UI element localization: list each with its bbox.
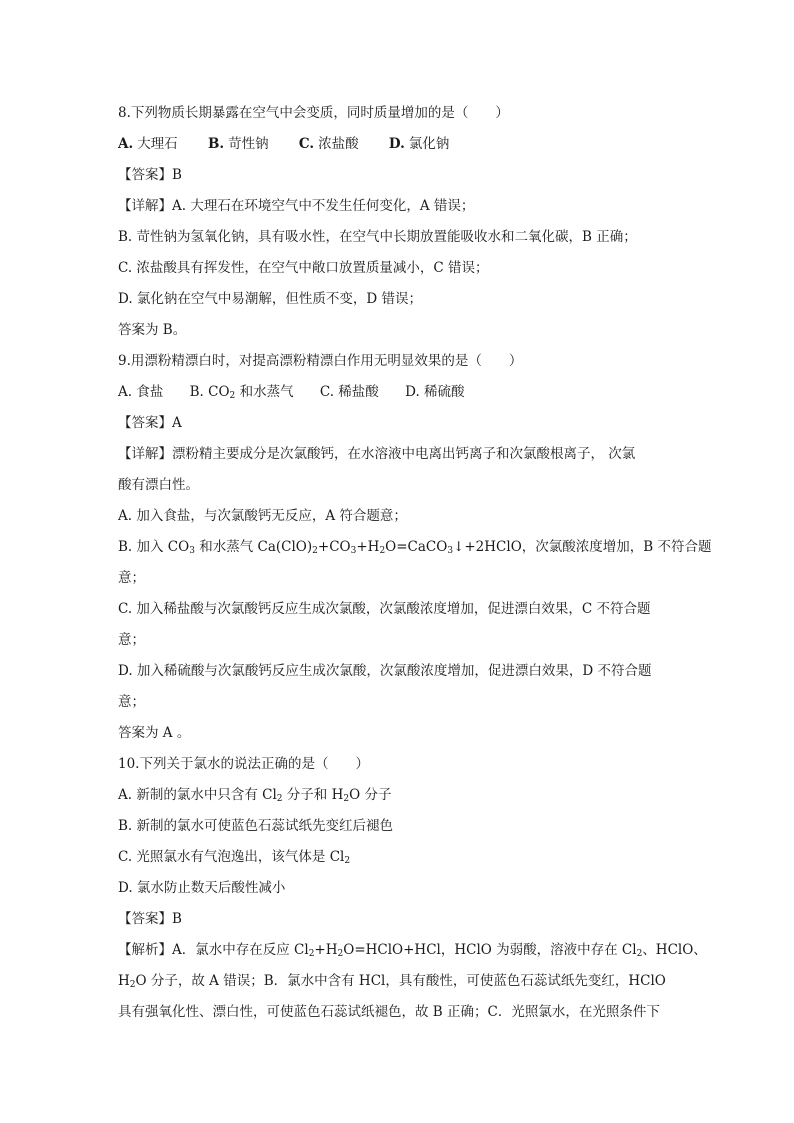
question-9-detail-c-cont: 意； (118, 632, 145, 648)
question-10-stem: 10.下列关于氯水的说法正确的是（ ） (118, 756, 369, 772)
document-page (118, 98, 712, 1028)
question-10-analysis-2: $H_2O$ 分子，故 A 错误；B．氯水中含有 HCl，具有酸性，可使蓝色石蕊试纸先变红，HClO (118, 973, 666, 990)
q8-option-a: A. 大理石 (118, 136, 178, 152)
question-9-detail-c: C. 加入稀盐酸与次氯酸钙反应生成次氯酸，次氯酸浓度增加，促进漂白效果，C 不符合题 (118, 601, 651, 617)
question-9-detail-a: A. 加入食盐，与次氯酸钙无反应，A 符合题意； (118, 508, 407, 524)
question-8-detail-2: B. 苛性钠为氢氧化钠，具有吸水性，在空气中长期放置能吸收水和二氧化碳，B 正确； (118, 229, 637, 245)
q9-option-b: B. $CO_2$ 和水蒸气 (189, 384, 294, 401)
question-10-analysis-3: 具有强氧化性、漂白性，可使蓝色石蕊试纸褪色，故 B 正确；C．光照氯水，在光照条件下 (118, 1004, 660, 1020)
question-10-answer: 【答案】B (118, 911, 182, 927)
question-9-detail-d-cont: 意； (118, 694, 145, 710)
question-8-stem: 8.下列物质长期暴露在空气中会变质，同时质量增加的是（ ） (118, 105, 509, 121)
question-9-stem: 9.用漂粉精漂白时，对提高漂粉精漂白作用无明显效果的是（ ） (118, 353, 523, 369)
q10-option-d: D. 氯水防止数天后酸性减小 (118, 880, 286, 896)
q10-option-b: B. 新制的氯水可使蓝色石蕊试纸先变红后褪色 (118, 818, 394, 834)
question-9-options (118, 377, 688, 408)
question-9-detail-b: B. 加入 $CO_3$ 和水蒸气 $Ca(ClO)_2+CO_3+H_2O=CaCO_3↓+2HClO$，次氯酸浓度增加，B 不符合题 (118, 539, 712, 556)
q9-option-d: D. 稀硫酸 (405, 384, 465, 400)
question-8-detail-4: D. 氯化钠在空气中易潮解，但性质不变，D 错误； (118, 291, 423, 307)
question-9-conclusion: 答案为 A 。 (118, 725, 191, 741)
q10-option-c: C. 光照氯水有气泡逸出，该气体是 $Cl_2$ (118, 849, 351, 866)
q9-option-c: C. 稀盐酸 (319, 384, 379, 400)
question-9-detail-b-cont: 意； (118, 570, 145, 586)
question-8-conclusion: 答案为 B。 (118, 322, 187, 338)
question-8-options (118, 129, 688, 160)
q8-option-c: C. 浓盐酸 (298, 136, 359, 152)
question-9-answer: 【答案】A (118, 415, 182, 431)
q9-option-a: A. 食盐 (118, 384, 164, 400)
q10-option-a: A. 新制的氯水中只含有 $Cl_2$ 分子和 $H_2O$ 分子 (118, 787, 392, 804)
question-8-detail-3: C. 浓盐酸具有挥发性，在空气中敞口放置质量减小，C 错误； (118, 260, 489, 276)
question-9-detail-d: D. 加入稀硫酸与次氯酸钙反应生成次氯酸，次氯酸浓度增加，促进漂白效果，D 不符合题 (118, 663, 652, 679)
q8-option-d: D. 氯化钠 (388, 136, 450, 152)
question-8-answer: 【答案】B (118, 167, 182, 183)
question-10-analysis-1: 【解析】A．氯水中存在反应 $Cl_2+H_2O=HClO+HCl$，HClO 为弱酸，溶液中存在 $Cl_2$、HClO、 (118, 942, 707, 959)
question-9-detail-1: 【详解】漂粉精主要成分是次氯酸钙，在水溶液中电离出钙离子和次氯酸根离子， 次氯 (118, 446, 636, 462)
q8-option-b: B. 苛性钠 (207, 136, 269, 152)
question-8-detail-1: 【详解】A. 大理石在环境空气中不发生任何变化，A 错误； (118, 198, 475, 214)
question-9-detail-2: 酸有漂白性。 (118, 477, 199, 493)
